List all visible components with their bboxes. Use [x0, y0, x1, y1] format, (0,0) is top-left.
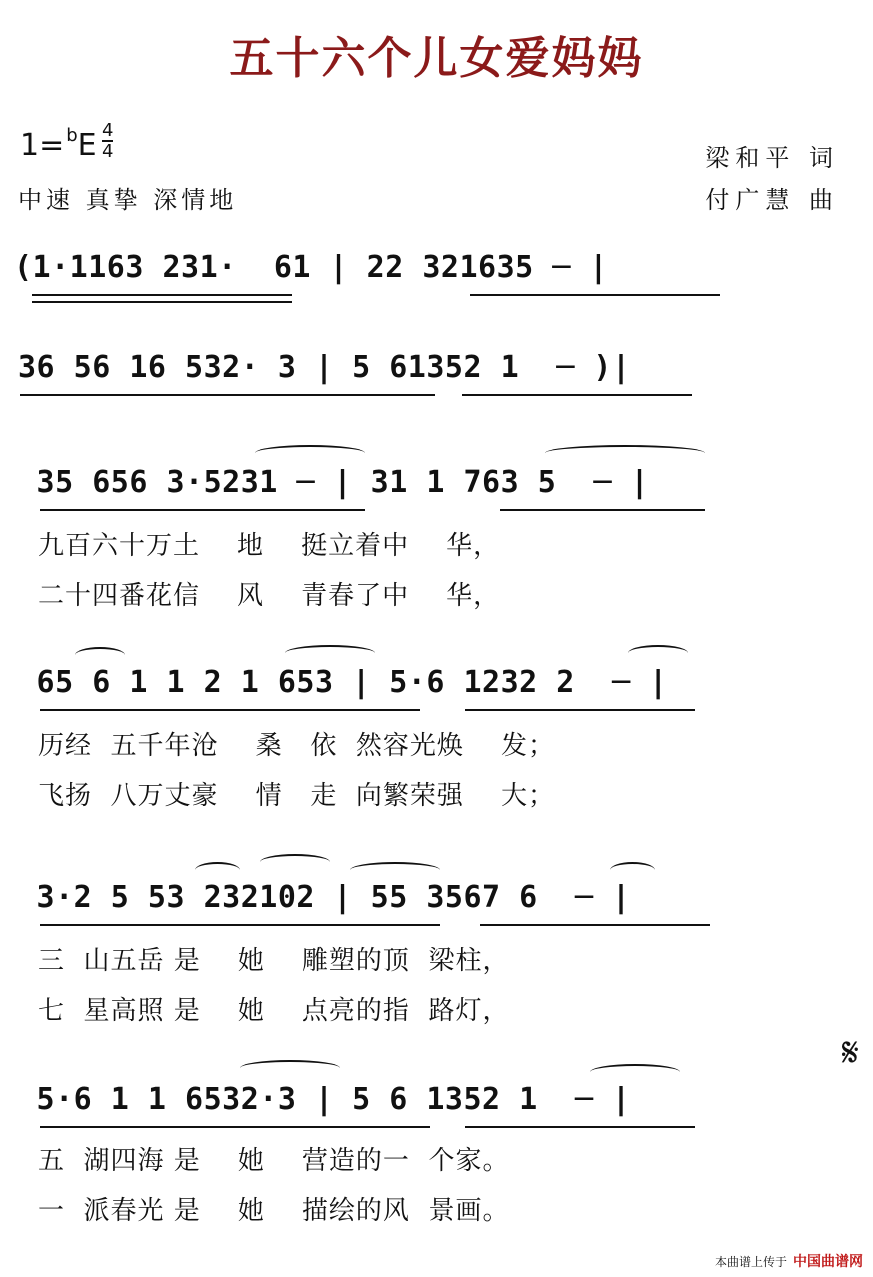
lyrics-verse-2: 二十四番花信 风 青春了中 华， [38, 581, 501, 611]
footer-site-link[interactable]: 中国曲谱网 [793, 1254, 863, 1270]
underline [32, 301, 292, 303]
key-note: E [77, 128, 97, 163]
notes-line: 3·2 5 53 232102 | 55 3567 6 ─ | [18, 880, 631, 915]
slur [610, 862, 655, 878]
key-signature [20, 120, 114, 163]
slur [590, 1064, 680, 1080]
underline [40, 509, 365, 511]
slur [255, 445, 365, 461]
composer-credit: 付广慧 曲 [705, 186, 839, 214]
time-bottom: 4 [102, 141, 114, 162]
underline [32, 294, 292, 296]
lyrics-verse-2: 一 派春光 是 她 描绘的风 景画。 [38, 1196, 510, 1226]
slur [260, 854, 330, 870]
slur [240, 1060, 340, 1076]
notes-line: 65 6 1 1 2 1 653 | 5·6 1232 2 ─ | [18, 665, 668, 700]
notes-line: 5·6 1 1 6532·3 | 5 6 1352 1 ─ | [18, 1082, 631, 1117]
underline [500, 509, 705, 511]
underline [40, 1126, 430, 1128]
segno-sign: 𝄋 [841, 1030, 859, 1076]
notes-line: 36 56 16 532· 3 | 5 61352 1 ─ )| [18, 350, 631, 385]
time-signature [102, 121, 113, 161]
slur [285, 645, 375, 661]
lyricist-credit: 梁和平 词 [705, 144, 839, 172]
notes-line: 35 656 3·5231 ─ | 31 1 763 5 ─ | [18, 465, 650, 500]
underline [480, 924, 710, 926]
time-top: 4 [102, 120, 114, 141]
underline [20, 394, 435, 396]
lyrics-verse-1: 九百六十万土 地 挺立着中 华， [38, 531, 501, 561]
slur [628, 645, 688, 661]
slur [545, 445, 705, 461]
key-prefix: 1= [20, 128, 65, 163]
slur [75, 647, 125, 663]
footer-text: 本曲谱上传于 [714, 1255, 787, 1269]
flat-sign: b [66, 125, 78, 146]
lyrics-verse-1: 三 山五岳 是 她 雕塑的顶 梁柱， [38, 946, 510, 976]
underline [40, 924, 440, 926]
slur [350, 862, 440, 878]
underline [465, 1126, 695, 1128]
lyrics-verse-2: 七 星高照 是 她 点亮的指 路灯， [38, 996, 510, 1026]
underline [462, 394, 692, 396]
lyrics-verse-1: 五 湖四海 是 她 营造的一 个家。 [38, 1146, 510, 1176]
slur [195, 862, 240, 878]
tempo-marking: 中速 真挚 深情地 [18, 186, 238, 214]
footer [715, 1251, 863, 1271]
lyrics-verse-2: 飞扬 八万丈豪 情 走 向繁荣强 大； [38, 781, 555, 811]
song-title: 五十六个儿女爱妈妈 [229, 33, 644, 84]
lyrics-verse-1: 历经 五千年沧 桑 依 然容光焕 发； [38, 731, 555, 761]
underline [470, 294, 720, 296]
notes-line: (1·1163 231· 61 | 22 321635 ─ | [14, 250, 608, 285]
underline [465, 709, 695, 711]
underline [40, 709, 420, 711]
